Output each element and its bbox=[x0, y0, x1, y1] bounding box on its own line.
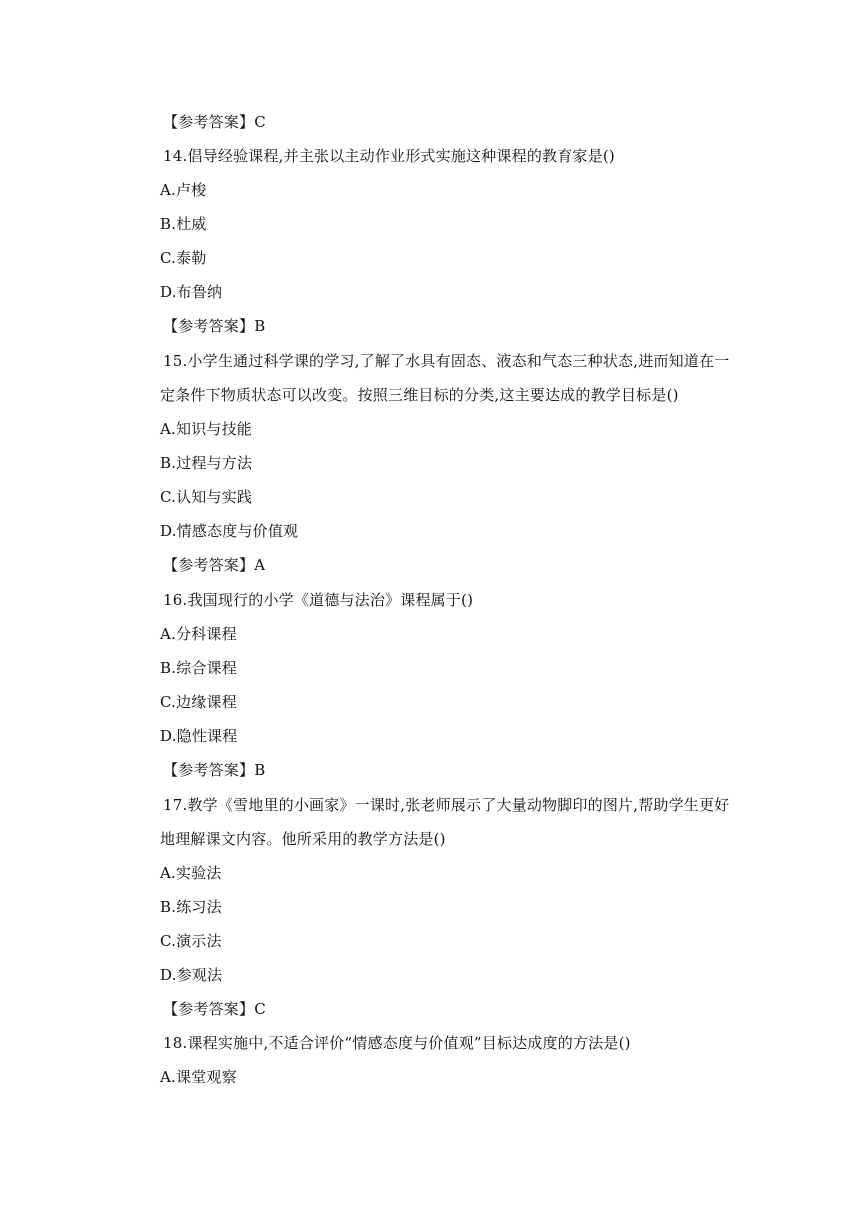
answer-line: 【参考答案】B bbox=[163, 761, 266, 779]
answer-line: 【参考答案】C bbox=[163, 113, 266, 131]
option-a: A.分科课程 bbox=[160, 625, 237, 643]
option-c: C.认知与实践 bbox=[160, 488, 253, 506]
option-c: C.泰勒 bbox=[160, 249, 207, 267]
question-17-stem: 17.教学《雪地里的小画家》一课时,张老师展示了大量动物脚印的图片,帮助学生更好 bbox=[163, 796, 730, 814]
question-18-stem: 18.课程实施中,不适合评价“情感态度与价值观”目标达成度的方法是() bbox=[163, 1034, 631, 1052]
question-15-stem-cont: 定条件下物质状态可以改变。按照三维目标的分类,这主要达成的教学目标是() bbox=[160, 386, 679, 404]
option-c: C.边缘课程 bbox=[160, 693, 237, 711]
option-d: D.参观法 bbox=[160, 966, 223, 984]
option-a: A.卢梭 bbox=[160, 181, 207, 199]
question-14-stem: 14.倡导经验课程,并主张以主动作业形式实施这种课程的教育家是() bbox=[163, 147, 615, 165]
option-c: C.演示法 bbox=[160, 932, 222, 950]
option-d: D.隐性课程 bbox=[160, 727, 238, 745]
answer-line: 【参考答案】B bbox=[163, 317, 266, 335]
option-a: A.知识与技能 bbox=[160, 420, 253, 438]
question-16-stem: 16.我国现行的小学《道德与法治》课程属于() bbox=[163, 591, 474, 609]
option-d: D.布鲁纳 bbox=[160, 283, 223, 301]
answer-line: 【参考答案】C bbox=[163, 1000, 266, 1018]
option-a: A.实验法 bbox=[160, 864, 222, 882]
option-d: D.情感态度与价值观 bbox=[160, 522, 299, 540]
question-17-stem-cont: 地理解课文内容。他所采用的教学方法是() bbox=[160, 830, 446, 848]
option-b: B.过程与方法 bbox=[160, 454, 253, 472]
question-15-stem: 15.小学生通过科学课的学习,了解了水具有固态、液态和气态三种状态,进而知道在一 bbox=[163, 352, 730, 370]
option-a: A.课堂观察 bbox=[160, 1068, 237, 1086]
option-b: B.练习法 bbox=[160, 898, 222, 916]
option-b: B.综合课程 bbox=[160, 659, 237, 677]
option-b: B.杜威 bbox=[160, 215, 207, 233]
answer-line: 【参考答案】A bbox=[163, 556, 266, 574]
